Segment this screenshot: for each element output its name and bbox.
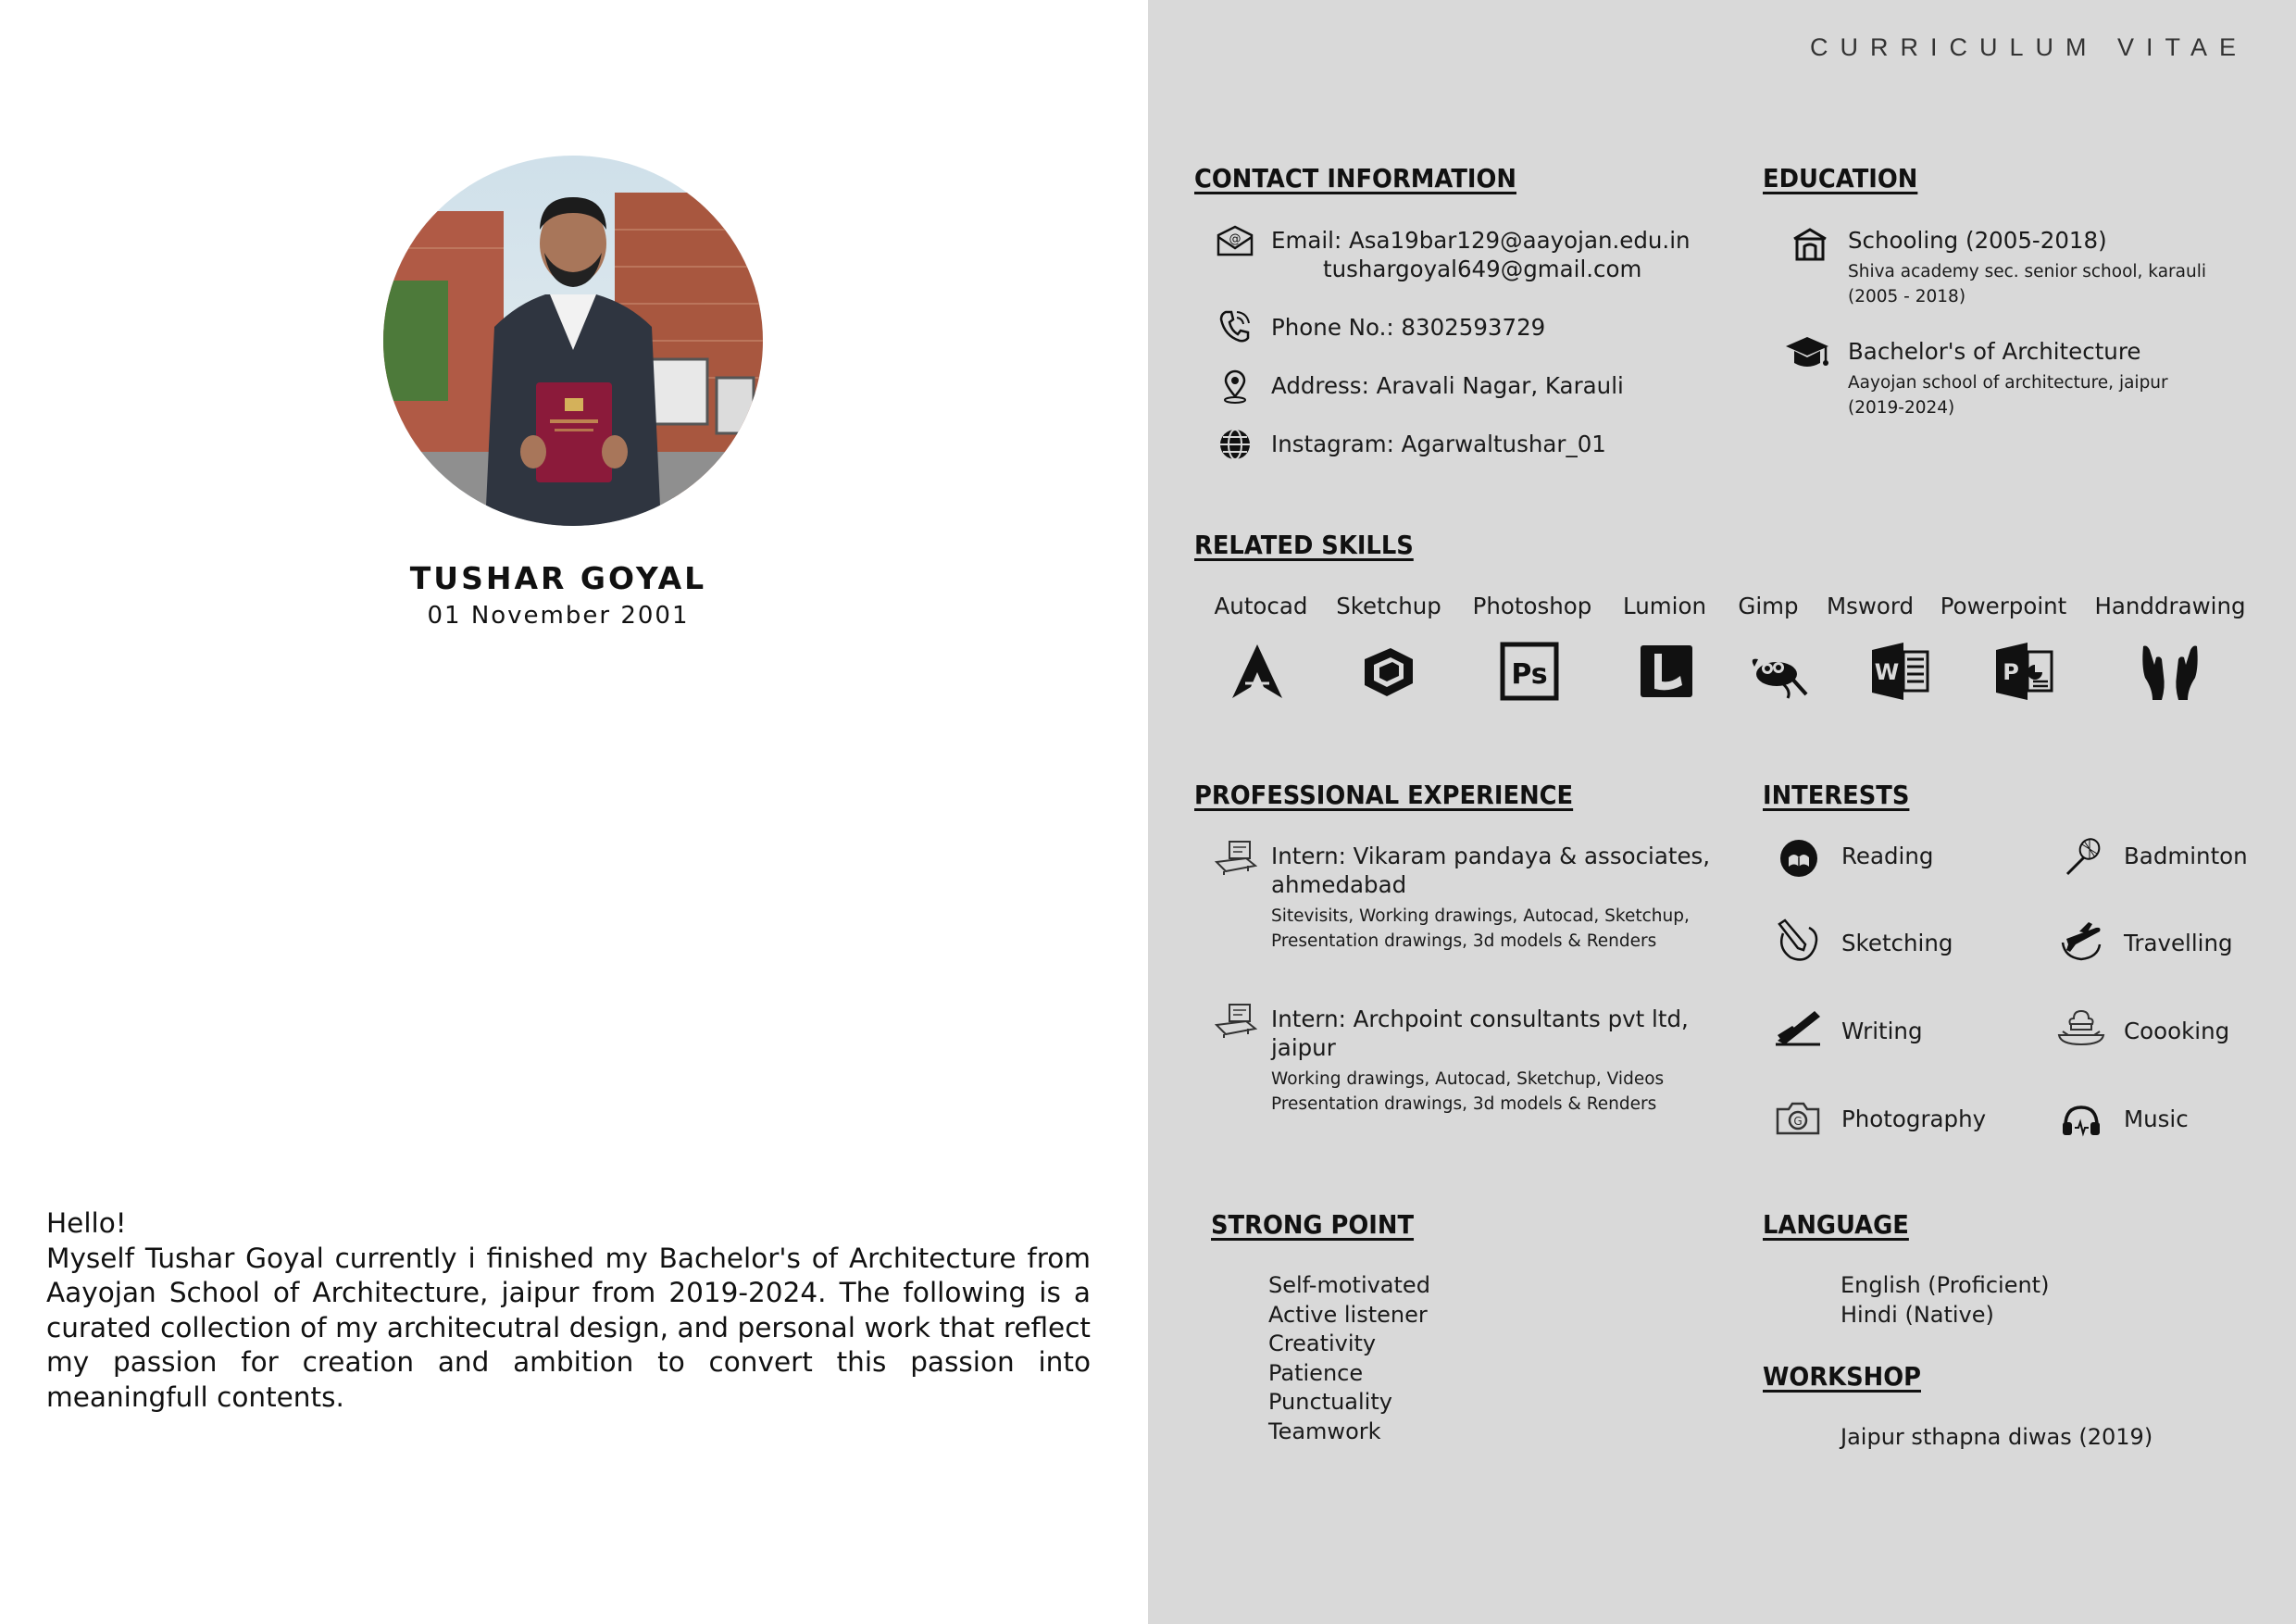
- interest-photography: Photography: [1841, 1106, 1987, 1132]
- education-1-detail-1: Shiva academy sec. senior school, karauli: [1848, 262, 2206, 281]
- contact-heading: CONTACT INFORMATION: [1194, 163, 1516, 194]
- email-line-1: Email: Asa19bar129@aayojan.edu.in: [1271, 227, 1691, 254]
- skill-label-msword: Msword: [1826, 593, 1915, 619]
- skill-label-lumion: Lumion: [1623, 593, 1706, 619]
- interest-music: Music: [2124, 1106, 2189, 1132]
- education-1-title: Schooling (2005-2018): [1848, 227, 2107, 254]
- skill-label-handdrawing: Handdrawing: [2094, 593, 2246, 619]
- airplane-icon: [2057, 918, 2105, 963]
- strong-point-heading: STRONG POINT: [1211, 1209, 1415, 1240]
- hands-icon: [2138, 639, 2202, 704]
- workshop-item: Jaipur sthapna diwas (2019): [1841, 1424, 2153, 1450]
- location-pin-icon: [1221, 369, 1249, 404]
- person-name: TUSHAR GOYAL: [409, 560, 707, 596]
- camera-icon: [1774, 1100, 1822, 1137]
- interests-heading: INTERESTS: [1763, 780, 1910, 810]
- instagram-handle: Instagram: Agarwaltushar_01: [1271, 431, 1606, 457]
- cooking-icon: [2055, 1007, 2107, 1048]
- powerpoint-icon: [1990, 639, 2055, 704]
- right-panel: [1148, 0, 2296, 1624]
- headphones-icon: [2060, 1102, 2103, 1137]
- drafting-icon: [1215, 1001, 1257, 1040]
- strong-point-item: Creativity: [1268, 1330, 1377, 1356]
- intro-paragraph: [46, 1206, 1091, 1415]
- language-heading: LANGUAGE: [1763, 1209, 1909, 1240]
- email-icon: [1216, 224, 1254, 257]
- workshop-heading: WORKSHOP: [1763, 1361, 1922, 1392]
- experience-1-detail-2: Presentation drawings, 3d models & Renders: [1271, 931, 1657, 951]
- education-2-detail-1: Aayojan school of architecture, jaipur: [1848, 373, 2168, 393]
- education-1-detail-2: (2005 - 2018): [1848, 287, 1966, 306]
- experience-heading: PROFESSIONAL EXPERIENCE: [1194, 780, 1574, 810]
- interest-badminton: Badminton: [2124, 843, 2248, 869]
- education-2-title: Bachelor's of Architecture: [1848, 338, 2141, 365]
- gimp-icon: [1745, 639, 1810, 704]
- experience-1-title-2: ahmedabad: [1271, 871, 1407, 898]
- interest-travelling: Travelling: [2124, 930, 2233, 956]
- sketching-icon: [1776, 917, 1820, 965]
- experience-2-title-2: jaipur: [1271, 1034, 1336, 1061]
- interest-sketching: Sketching: [1841, 930, 1953, 956]
- skill-label-autocad: Autocad: [1214, 593, 1308, 619]
- graduation-cap-icon: [1784, 333, 1830, 376]
- phone-icon: [1217, 308, 1251, 344]
- skills-heading: RELATED SKILLS: [1194, 530, 1414, 560]
- date-of-birth: 01 November 2001: [427, 602, 690, 630]
- lumion-icon: [1634, 639, 1699, 704]
- msword-icon: [1866, 639, 1931, 704]
- education-2-detail-2: (2019-2024): [1848, 398, 1955, 418]
- school-building-icon: [1791, 226, 1828, 263]
- skill-label-photoshop: Photoshop: [1472, 593, 1592, 619]
- strong-point-item: Patience: [1268, 1359, 1364, 1386]
- experience-1-detail-1: Sitevisits, Working drawings, Autocad, Sketchup,: [1271, 906, 1690, 926]
- strong-point-item: Punctuality: [1268, 1389, 1392, 1415]
- writing-icon: [1774, 1006, 1822, 1046]
- intro-greeting: Hello!: [46, 1207, 127, 1239]
- badminton-icon: [2062, 837, 2103, 878]
- experience-2-title-1: Intern: Archpoint consultants pvt ltd,: [1271, 1006, 1689, 1032]
- interest-reading: Reading: [1841, 843, 1934, 869]
- photoshop-icon: [1497, 639, 1562, 704]
- education-heading: EDUCATION: [1763, 163, 1918, 194]
- svg-text:G: G: [1793, 1115, 1803, 1128]
- svg-text:W: W: [1874, 659, 1900, 685]
- experience-2-detail-1: Working drawings, Autocad, Sketchup, Videos: [1271, 1069, 1665, 1089]
- svg-text:P: P: [2003, 659, 2019, 685]
- reading-icon: [1778, 837, 1820, 880]
- strong-point-item: Self-motivated: [1268, 1272, 1430, 1298]
- experience-2-detail-2: Presentation drawings, 3d models & Renders: [1271, 1094, 1657, 1114]
- svg-text:@: @: [1229, 232, 1242, 246]
- svg-text:Ps: Ps: [1511, 658, 1548, 691]
- globe-icon: [1217, 427, 1253, 462]
- email-line-2: tushargoyal649@gmail.com: [1323, 256, 1642, 282]
- sketchup-icon: [1355, 639, 1420, 704]
- cv-title: CURRICULUM VITAE: [1809, 33, 2248, 61]
- interest-cooking: Coooking: [2124, 1018, 2230, 1044]
- skill-label-sketchup: Sketchup: [1336, 593, 1441, 619]
- strong-point-item: Active listener: [1268, 1301, 1428, 1328]
- language-item: Hindi (Native): [1841, 1301, 1994, 1328]
- strong-point-item: Teamwork: [1268, 1418, 1381, 1444]
- autocad-icon: [1225, 639, 1290, 704]
- profile-photo: [383, 156, 763, 526]
- experience-1-title-1: Intern: Vikaram pandaya & associates,: [1271, 843, 1711, 869]
- skill-label-gimp: Gimp: [1738, 593, 1799, 619]
- language-item: English (Proficient): [1841, 1272, 2050, 1298]
- interest-writing: Writing: [1841, 1018, 1923, 1044]
- intro-text: Myself Tushar Goyal currently i finished my Bachelor's of Architecture from Aayojan School of Architecture, jaipur from 2019-2024. The following is a curated collection of my architecutral design, and personal work that reflect my passion for creation and ambition to convert this passion into meaningfull contents.: [46, 1242, 1091, 1413]
- drafting-icon: [1215, 838, 1257, 877]
- skill-label-powerpoint: Powerpoint: [1940, 593, 2067, 619]
- phone-number: Phone No.: 8302593729: [1271, 314, 1546, 341]
- address: Address: Aravali Nagar, Karauli: [1271, 372, 1624, 399]
